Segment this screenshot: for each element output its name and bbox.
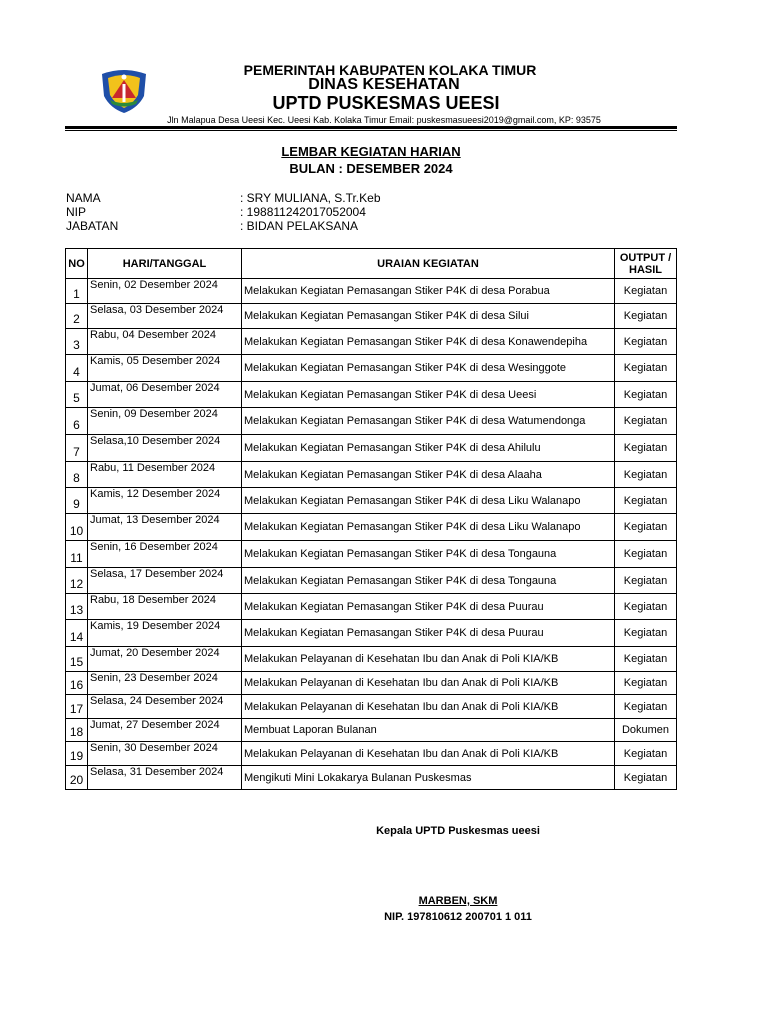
header-address: Jln Malapua Desa Ueesi Kec. Ueesi Kab. Kolaka Timur Email: puskesmasueesi2019@gmail.com, KP: 93575 — [167, 115, 601, 125]
table-row — [66, 719, 677, 742]
row-activity: Melakukan Kegiatan Pemasangan Stiker P4K di desa Tongauna — [242, 568, 615, 594]
row-activity: Mengikuti Mini Lokakarya Bulanan Puskesmas — [242, 766, 615, 790]
row-output: Kegiatan — [615, 488, 677, 514]
table-row — [66, 568, 677, 594]
document-title: LEMBAR KEGIATAN HARIAN — [281, 144, 461, 159]
col-header-output-line1: OUTPUT / — [619, 251, 672, 264]
table-row — [66, 742, 677, 766]
row-output: Kegiatan — [615, 766, 677, 790]
table-row — [66, 435, 677, 462]
table-row — [66, 620, 677, 647]
row-date: Kamis, 19 Desember 2024 — [88, 620, 242, 647]
row-no: 19 — [66, 742, 88, 766]
row-date: Selasa, 17 Desember 2024 — [88, 568, 242, 594]
row-output: Kegiatan — [615, 462, 677, 488]
row-activity: Melakukan Kegiatan Pemasangan Stiker P4K di desa Ueesi — [242, 382, 615, 408]
row-activity: Melakukan Pelayanan di Kesehatan Ibu dan Anak di Poli KIA/KB — [242, 695, 615, 719]
row-no: 18 — [66, 719, 88, 742]
info-value: : SRY MULIANA, S.Tr.Keb — [240, 191, 381, 205]
header-divider-thin — [65, 130, 677, 131]
info-label: NIP — [66, 205, 87, 219]
row-activity: Melakukan Pelayanan di Kesehatan Ibu dan Anak di Poli KIA/KB — [242, 647, 615, 672]
signature-position: Kepala UPTD Puskesmas ueesi — [376, 825, 540, 837]
table-row — [66, 766, 677, 790]
row-no: 9 — [66, 488, 88, 514]
info-value: : 198811242017052004 — [240, 205, 366, 219]
row-no: 8 — [66, 462, 88, 488]
row-activity: Membuat Laporan Bulanan — [242, 719, 615, 742]
table-row — [66, 647, 677, 672]
table-row — [66, 408, 677, 435]
table-row — [66, 462, 677, 488]
row-date: Senin, 09 Desember 2024 — [88, 408, 242, 435]
table-row — [66, 541, 677, 568]
info-label: NAMA — [66, 191, 101, 205]
row-no: 5 — [66, 382, 88, 408]
row-no: 6 — [66, 408, 88, 435]
row-output: Kegiatan — [615, 742, 677, 766]
row-date: Rabu, 18 Desember 2024 — [88, 594, 242, 620]
row-output: Kegiatan — [615, 620, 677, 647]
table-row — [66, 304, 677, 329]
row-date: Senin, 23 Desember 2024 — [88, 672, 242, 695]
row-date: Senin, 16 Desember 2024 — [88, 541, 242, 568]
signature-name: MARBEN, SKM — [418, 895, 498, 907]
row-output: Kegiatan — [615, 329, 677, 355]
row-no: 12 — [66, 568, 88, 594]
row-date: Kamis, 12 Desember 2024 — [88, 488, 242, 514]
row-date: Selasa, 24 Desember 2024 — [88, 695, 242, 719]
row-output: Kegiatan — [615, 435, 677, 462]
row-output: Kegiatan — [615, 568, 677, 594]
row-output: Kegiatan — [615, 382, 677, 408]
row-no: 14 — [66, 620, 88, 647]
row-no: 3 — [66, 329, 88, 355]
row-no: 17 — [66, 695, 88, 719]
row-output: Kegiatan — [615, 541, 677, 568]
row-date: Senin, 30 Desember 2024 — [88, 742, 242, 766]
table-row — [66, 355, 677, 382]
row-output: Kegiatan — [615, 408, 677, 435]
row-activity: Melakukan Kegiatan Pemasangan Stiker P4K di desa Tongauna — [242, 541, 615, 568]
row-no: 10 — [66, 514, 88, 541]
header-divider-thick — [65, 126, 677, 129]
row-date: Kamis, 05 Desember 2024 — [88, 355, 242, 382]
row-activity: Melakukan Kegiatan Pemasangan Stiker P4K di desa Konawendepiha — [242, 329, 615, 355]
col-header-activity: URAIAN KEGIATAN — [242, 249, 615, 279]
row-no: 4 — [66, 355, 88, 382]
signature-nip: NIP. 197810612 200701 1 011 — [384, 911, 532, 923]
document-subtitle: BULAN : DESEMBER 2024 — [289, 161, 453, 176]
table-row — [66, 488, 677, 514]
table-row — [66, 279, 677, 304]
row-activity: Melakukan Kegiatan Pemasangan Stiker P4K di desa Porabua — [242, 279, 615, 304]
row-date: Jumat, 13 Desember 2024 — [88, 514, 242, 541]
header-institution: UPTD PUSKESMAS UEESI — [272, 93, 500, 113]
row-activity: Melakukan Kegiatan Pemasangan Stiker P4K di desa Liku Walanapo — [242, 488, 615, 514]
row-no: 2 — [66, 304, 88, 329]
row-output: Kegiatan — [615, 304, 677, 329]
header-department: DINAS KESEHATAN — [308, 76, 460, 93]
row-output: Kegiatan — [615, 514, 677, 541]
row-activity: Melakukan Kegiatan Pemasangan Stiker P4K di desa Puurau — [242, 620, 615, 647]
row-date: Selasa, 03 Desember 2024 — [88, 304, 242, 329]
row-no: 7 — [66, 435, 88, 462]
row-output: Kegiatan — [615, 279, 677, 304]
row-activity: Melakukan Kegiatan Pemasangan Stiker P4K di desa Ahilulu — [242, 435, 615, 462]
row-date: Senin, 02 Desember 2024 — [88, 279, 242, 304]
table-row — [66, 672, 677, 695]
row-date: Jumat, 20 Desember 2024 — [88, 647, 242, 672]
row-activity: Melakukan Kegiatan Pemasangan Stiker P4K di desa Silui — [242, 304, 615, 329]
row-date: Jumat, 27 Desember 2024 — [88, 719, 242, 742]
row-output: Kegiatan — [615, 647, 677, 672]
table-row — [66, 594, 677, 620]
table-row — [66, 695, 677, 719]
row-no: 20 — [66, 766, 88, 790]
info-value: : BIDAN PELAKSANA — [240, 219, 359, 233]
activity-table — [65, 248, 677, 790]
row-output: Kegiatan — [615, 672, 677, 695]
table-row — [66, 514, 677, 541]
col-header-output-line2: HASIL — [629, 263, 662, 276]
row-activity: Melakukan Kegiatan Pemasangan Stiker P4K di desa Alaaha — [242, 462, 615, 488]
row-output: Kegiatan — [615, 695, 677, 719]
row-date: Rabu, 04 Desember 2024 — [88, 329, 242, 355]
row-output: Kegiatan — [615, 355, 677, 382]
info-label: JABATAN — [66, 219, 119, 233]
table-row — [66, 382, 677, 408]
row-activity: Melakukan Kegiatan Pemasangan Stiker P4K di desa Puurau — [242, 594, 615, 620]
table-row — [66, 329, 677, 355]
row-no: 16 — [66, 672, 88, 695]
row-date: Selasa, 31 Desember 2024 — [88, 766, 242, 790]
row-activity: Melakukan Kegiatan Pemasangan Stiker P4K di desa Wesinggote — [242, 355, 615, 382]
row-activity: Melakukan Kegiatan Pemasangan Stiker P4K di desa Watumendonga — [242, 408, 615, 435]
row-activity: Melakukan Kegiatan Pemasangan Stiker P4K di desa Liku Walanapo — [242, 514, 615, 541]
table-header-row — [66, 249, 677, 279]
row-date: Selasa,10 Desember 2024 — [88, 435, 242, 462]
col-header-output — [615, 249, 677, 279]
col-header-date: HARI/TANGGAL — [88, 249, 242, 279]
row-activity: Melakukan Pelayanan di Kesehatan Ibu dan Anak di Poli KIA/KB — [242, 672, 615, 695]
row-output: Dokumen — [615, 719, 677, 742]
row-output: Kegiatan — [615, 594, 677, 620]
row-no: 13 — [66, 594, 88, 620]
row-activity: Melakukan Pelayanan di Kesehatan Ibu dan Anak di Poli KIA/KB — [242, 742, 615, 766]
col-header-no: NO — [66, 249, 88, 279]
row-no: 11 — [66, 541, 88, 568]
row-no: 1 — [66, 279, 88, 304]
row-date: Rabu, 11 Desember 2024 — [88, 462, 242, 488]
row-date: Jumat, 06 Desember 2024 — [88, 382, 242, 408]
row-no: 15 — [66, 647, 88, 672]
header-government: PEMERINTAH KABUPATEN KOLAKA TIMUR — [243, 62, 537, 78]
